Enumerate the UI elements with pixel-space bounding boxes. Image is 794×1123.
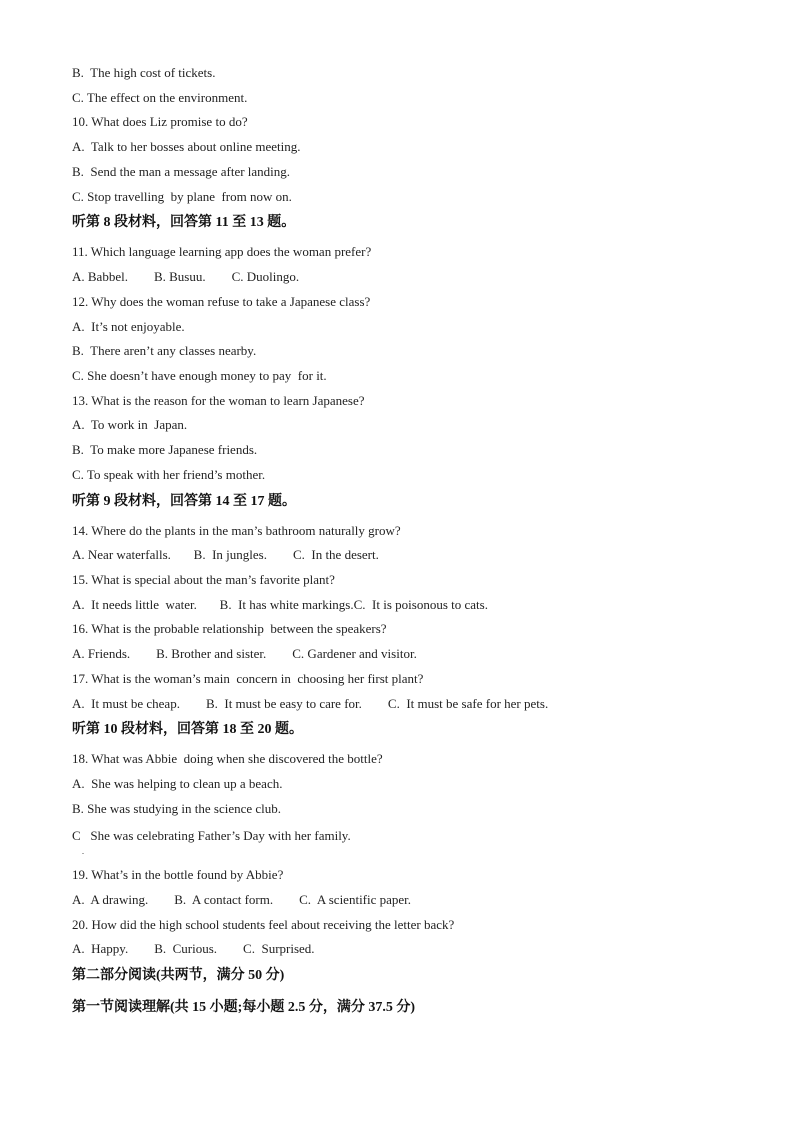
- option-10a: A. Talk to her bosses about online meeting.: [72, 139, 301, 154]
- options-19: A. A drawing. B. A contact form. C. A scientific paper.: [72, 892, 412, 907]
- section-heading-10: 听第 10 段材料，回答第 18 至 20 题。: [72, 722, 303, 737]
- section-heading-8: 听第 8 段材料，回答第 11 至 13 题。: [72, 215, 296, 230]
- question-13: 13. What is the reason for the woman to learn Japanese?: [72, 393, 365, 408]
- question-10: 10. What does Liz promise to do?: [72, 114, 248, 129]
- option-9c: C. The effect on the environment.: [72, 90, 248, 105]
- question-16: 16. What is the probable relationship between the speakers?: [72, 621, 387, 636]
- option-12c: C. She doesn’t have enough money to pay for it.: [72, 368, 327, 383]
- option-18c: C She was celebrating Father’s Day with her family.: [72, 828, 351, 843]
- question-15: 15. What is special about the man’s favorite plant?: [72, 572, 335, 587]
- options-15: A. It needs little water. B. It has white markings.C. It is poisonous to cats.: [72, 597, 488, 612]
- section-heading-9: 听第 9 段材料，回答第 14 至 17 题。: [72, 494, 296, 509]
- part-two-heading: 第二部分阅读(共两节，满分 50 分): [72, 968, 285, 983]
- question-18: 18. What was Abbie doing when she discovered the bottle?: [72, 751, 383, 766]
- question-20: 20. How did the high school students feel about receiving the letter back?: [72, 917, 455, 932]
- stray-dot: .: [82, 847, 84, 856]
- option-18b: B. She was studying in the science club.: [72, 801, 282, 816]
- options-16: A. Friends. B. Brother and sister. C. Gardener and visitor.: [72, 646, 417, 661]
- option-13c: C. To speak with her friend’s mother.: [72, 467, 266, 482]
- options-11: A. Babbel. B. Busuu. C. Duolingo.: [72, 269, 300, 284]
- option-12a: A. It’s not enjoyable.: [72, 319, 185, 334]
- option-13a: A. To work in Japan.: [72, 417, 188, 432]
- option-9b: B. The high cost of tickets.: [72, 65, 216, 80]
- question-19: 19. What’s in the bottle found by Abbie?: [72, 867, 284, 882]
- option-13b: B. To make more Japanese friends.: [72, 442, 258, 457]
- question-17: 17. What is the woman’s main concern in choosing her first plant?: [72, 671, 424, 686]
- options-14: A. Near waterfalls. B. In jungles. C. In the desert.: [72, 547, 379, 562]
- question-14: 14. Where do the plants in the man’s bathroom naturally grow?: [72, 523, 401, 538]
- options-17: A. It must be cheap. B. It must be easy to care for. C. It must be safe for her pets.: [72, 696, 549, 711]
- options-20: A. Happy. B. Curious. C. Surprised.: [72, 941, 315, 956]
- section-one-heading: 第一节阅读理解(共 15 小题;每小题 2.5 分，满分 37.5 分): [72, 1000, 415, 1015]
- option-10c: C. Stop travelling by plane from now on.: [72, 189, 292, 204]
- question-11: 11. Which language learning app does the woman prefer?: [72, 244, 372, 259]
- option-18a: A. She was helping to clean up a beach.: [72, 776, 283, 791]
- question-12: 12. Why does the woman refuse to take a Japanese class?: [72, 294, 371, 309]
- option-10b: B. Send the man a message after landing.: [72, 164, 291, 179]
- option-12b: B. There aren’t any classes nearby.: [72, 343, 257, 358]
